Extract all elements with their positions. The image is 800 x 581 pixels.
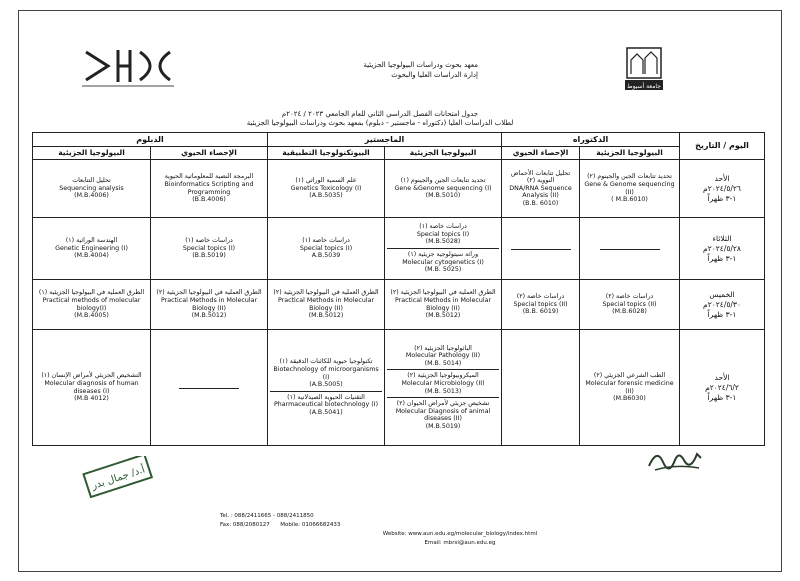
dash-divider [511,249,571,250]
course-code: (M.B.5028) [425,238,461,246]
exam-cell [385,330,502,446]
course-en: Practical Methods in Molecular Biology (II) [277,296,375,312]
phd-molbio-header: البيولوجيا الجزيئية [580,147,680,160]
course-code: (M.B.5010) [425,192,461,200]
exam-subcell [387,248,499,274]
course-code: ( M.B.6010) [611,196,648,204]
course-en: Practical Methods in Molecular Biology (II) [394,296,492,312]
empty-exam-cell [502,218,580,280]
empty-exam-cell [151,330,268,446]
course-code: (M.B. 5013) [424,387,462,395]
course-ar: التقنيات الحيوية الصيدلانية (١) [287,393,365,401]
footer-fax: Fax: 088/2080127 [220,522,270,528]
course-ar: دراسات خاصة (١) [185,237,233,245]
course-code: (M.B6030) [613,395,646,403]
course-en: Molecular diagnosis of human diseases (I) [44,379,139,395]
course-en: Biotechnology of microorganisms (I) [273,366,379,381]
dip-molbio-header: البيولوجيا الجزيئية [33,147,151,160]
institute-line-2: إدارة الدراسات العليا والبحوث [391,71,478,79]
course-ar: التشخيص الجزيئي لأمراض الإنسان (١) [41,372,142,380]
course-code: (M.B.4004) [74,252,109,260]
footer-mobile: Mobile: 01066682433 [280,522,341,528]
empty-exam-cell [580,218,680,280]
diploma-header: الدبلوم [33,133,268,147]
course-en: Special topics (II) [513,300,568,308]
course-ar: الطرق العملية في البيولوجيا الجزيئية (٢) [156,289,262,297]
course-code: (M.B.4006) [74,192,109,200]
exam-subcell [270,391,382,417]
subject-header-row [33,147,765,160]
course-ar: تحليل التتابعات [72,177,111,185]
exam-cell [151,218,268,280]
course-code: (A.B.5005) [309,381,343,389]
exam-date: ٢٠٢٤/٦/٢م [705,382,739,392]
course-ar: دراسات خاصة (٢) [605,293,654,301]
course-en: Special topics (II) [602,300,657,308]
exam-time: ١-٣ ظهراً [707,309,737,319]
institute-logo-icon [78,44,178,90]
footer-contact [220,512,700,548]
day-date-header: اليوم / التاريخ [680,133,765,160]
course-code: (M.B.5019) [425,422,461,430]
msc-header: الماجستير [268,133,502,147]
day-date-cell [680,160,765,218]
title-line-2: لطلاب الدراسات العليا (دكتوراه - ماجستير - دبلوم) بمعهد بحوث ودراسات البيولوجيا الجزيئية [246,119,514,127]
table-row [33,330,765,446]
course-code: (A.B.5041) [309,408,343,416]
exam-cell [151,280,268,330]
course-ar: علم السمية الوراثي (١) [295,177,357,185]
course-code: (B.B. 6010) [522,199,559,207]
empty-exam-cell [502,330,580,446]
course-code: (M.B. 5014) [424,359,462,367]
exam-time: ١-٣ ظهراً [707,193,737,203]
phd-header: الدكتوراه [502,133,680,147]
exam-cell [268,330,385,446]
exam-cell [385,218,502,280]
exam-cell [151,160,268,218]
course-code: (B.B.4006) [192,196,226,204]
course-ar: البرمجة النصية للمعلوماتية الحيوية [164,173,254,181]
course-en: Molecular Pathology (II) [405,352,481,360]
course-en: Bioinformatics Scripting and Programming [164,180,254,196]
course-en: Molecular Diagnosis of animal diseases (II) [395,407,491,423]
course-ar: تحديد تتابعات الجين والجينوم (١) [400,177,486,185]
institute-line-1: معهد بحوث ودراسات البيولوجيا الجزيئية [363,61,478,69]
exam-subcell [387,369,499,395]
course-en: Special topics (I) [182,244,236,252]
course-en: Molecular Microbiology (II) [401,379,485,387]
day-date-cell [680,330,765,446]
course-code: (M.B.6028) [612,308,647,316]
stamp-text: أ.د/ جمال بدر [90,464,147,492]
course-en: DNA/RNA Sequence Analysis (II) [509,184,572,200]
course-en: Gene &Genome sequencing (I) [394,184,492,192]
exam-subcell [387,397,499,430]
exam-time: ١-٣ ظهراً [707,253,737,263]
exam-cell [502,280,580,330]
official-stamp [80,456,155,498]
course-code: (M.B. 5025) [424,266,462,274]
msc-biotech-header: البيوتكنولوجيا التطبيقية [268,147,385,160]
footer-website[interactable]: Website: www.aun.edu.eg/molecular_biology/index.html [382,531,538,537]
course-ar: وراثة سيتولوجية جزيئية (١) [407,251,479,258]
course-ar: تشخيص جزيئي لأمراض الحيوان (٢) [396,400,490,408]
course-code: (M.B.4005) [74,312,109,320]
footer-fax-mobile [220,521,700,530]
course-ar: الطرق العملية في البيولوجيا الجزيئية (٢) [390,289,496,297]
exam-cell [33,330,151,446]
course-en: Genetic Engineering (I) [55,244,128,252]
exam-cell [385,280,502,330]
day-name: الثلاثاء [712,233,732,243]
exam-cell [33,218,151,280]
exam-cell [268,218,385,280]
exam-cell [33,280,151,330]
course-ar: تكنولوجيا حيوية للكائنات الدقيقة (١) [279,358,373,366]
course-ar: الطب الشرعي الجزيئي (٢) [593,372,666,380]
exam-schedule-table [32,132,765,446]
course-ar: الهندسة الوراثية (١) [65,237,118,245]
exam-date: ٢٠٢٤/٥/٢٨م [703,243,741,253]
course-ar: تحديد تتابعات الجين والجينوم (٢) [587,173,672,181]
course-en: Pharmaceutical biotechnology (I) [273,401,379,409]
course-en: Special topics (I) [416,230,470,238]
exam-time: ١-٣ ظهراً [707,392,737,402]
dip-biostat-header: الإحصاء الحيوي [151,147,268,160]
exam-date: ٢٠٢٤/٥/٢٦م [703,183,741,193]
course-code: (B.B. 6019) [522,308,559,316]
exam-cell [268,280,385,330]
day-name: الأحد [714,372,730,382]
exam-cell [580,280,680,330]
exam-date: ٢٠٢٤/٥/٣٠م [703,299,741,309]
table-row [33,218,765,280]
course-ar: الميكروبيولوجيا الجزيئية (٢) [407,372,479,380]
course-code: (M.B.5012) [191,312,227,320]
footer-email[interactable]: Email: mbrsi@aun.edu.eg [424,540,496,546]
course-en: Special topics (I) [299,244,353,252]
exam-cell [33,160,151,218]
university-logo-label: جامعة أسيوط [627,83,661,90]
exam-cell [502,160,580,218]
institute-name [318,60,478,80]
exam-cell [385,160,502,218]
course-en: Sequencing analysis [59,184,124,192]
group-header-row [33,133,765,147]
msc-molbio-header: البيولوجيا الجزيئية [385,147,502,160]
course-ar: الطرق العملية في البيولوجيا الجزيئية (١) [38,289,145,297]
course-en: Gene & Genome sequencing (II) [584,180,675,196]
exam-cell [580,160,680,218]
title-line-1: جدول امتحانات الفصل الدراسي الثاني للعام الجامعي ٢٠٢٣ / ٢٠٢٤م [281,110,479,118]
course-ar: الطرق العملية في البيولوجيا الجزيئية (٢) [273,289,379,297]
exam-cell [580,330,680,446]
university-logo-icon [623,46,665,92]
course-code: (B.B.5019) [192,252,226,260]
dash-divider [179,388,239,389]
signature-icon [645,440,705,478]
course-ar: الباثولوجيا الجزيئية (٢) [414,344,472,352]
course-code: (M.B 4012) [74,395,109,403]
footer-tel: Tel. : 088/2411665 - 088/2411850 [220,513,314,519]
day-date-cell [680,218,765,280]
course-code: (A.B.5035) [309,192,343,200]
day-name: الأحد [714,173,730,183]
dash-divider [600,249,660,250]
exam-cell [268,160,385,218]
letterhead [18,36,782,96]
document-title [150,110,610,128]
day-date-cell [680,280,765,330]
course-ar: دراسات خاصة (١) [419,223,467,231]
course-code: (M.B.5012) [308,312,344,320]
course-en: Practical methods of molecular biology(I) [42,296,141,312]
course-ar: دراسات خاصة (٢) [516,293,565,301]
table-row [33,160,765,218]
course-en: Genetics Toxicology (I) [290,184,362,192]
day-name: الخميس [709,289,735,299]
course-ar: دراسات خاصة (١) [302,237,350,245]
course-code: (M.B.5012) [425,312,461,320]
phd-biostat-header: الإحصاء الحيوي [502,147,580,160]
course-code: A.B.5039 [311,252,341,260]
course-en: Molecular forensic medicine (II) [585,379,674,395]
course-ar: تحليل تتابعات الأحماض النووية (٢) [510,169,571,185]
course-en: Practical Methods in Molecular Biology (II) [160,296,258,312]
course-en: Molecular cytogenetics (I) [402,258,484,266]
table-row [33,280,765,330]
